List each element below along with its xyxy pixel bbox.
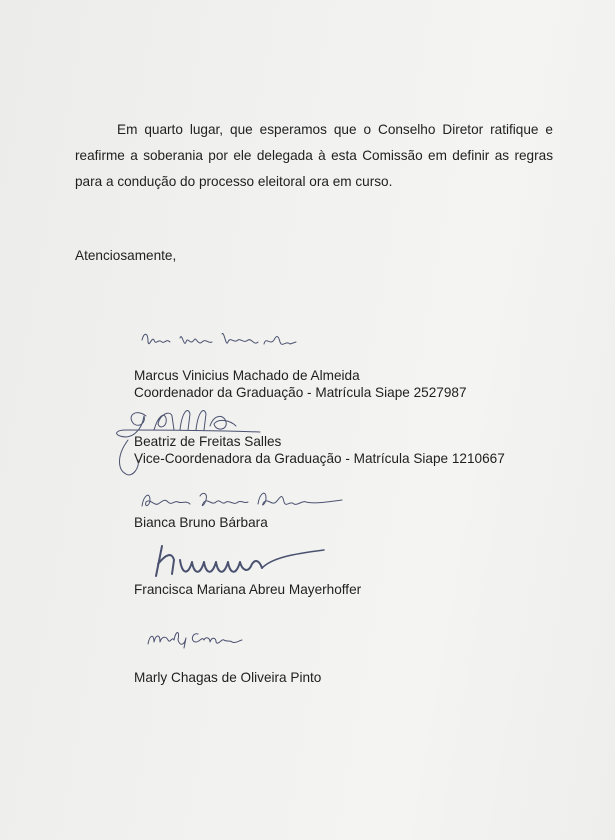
body-paragraph: Em quarto lugar, que esperamos que o Conselho Diretor ratifique e reafirme a soberania por ele delegada à esta Comissão em definir as regras para a condução do processo eleitoral ora em curso. [75, 122, 553, 189]
signatory-block-1 [134, 367, 467, 401]
signature-francisca [152, 540, 332, 580]
signatory-role: Coordenador da Graduação - Matrícula Siape 2527987 [134, 385, 467, 400]
signatory-name: Bianca Bruno Bárbara [134, 515, 268, 530]
signatory-block-2 [134, 433, 505, 467]
signatory-block-4 [134, 581, 361, 598]
signatory-name: Marly Chagas de Oliveira Pinto [134, 670, 322, 685]
signatory-name: Beatriz de Freitas Salles [134, 434, 282, 449]
signatory-name: Francisca Mariana Abreu Mayerhoffer [134, 582, 362, 597]
signatory-role: Vice-Coordenadora da Graduação - Matrícula Siape 1210667 [134, 451, 505, 466]
signature-marcus [140, 328, 300, 358]
signature-bianca [138, 488, 348, 516]
signatory-block-3 [134, 514, 268, 531]
signatory-block-5 [134, 669, 321, 686]
signature-marly [146, 626, 246, 650]
signatory-name: Marcus Vinicius Machado de Almeida [134, 368, 360, 383]
closing-salutation: Atenciosamente, [75, 248, 177, 263]
